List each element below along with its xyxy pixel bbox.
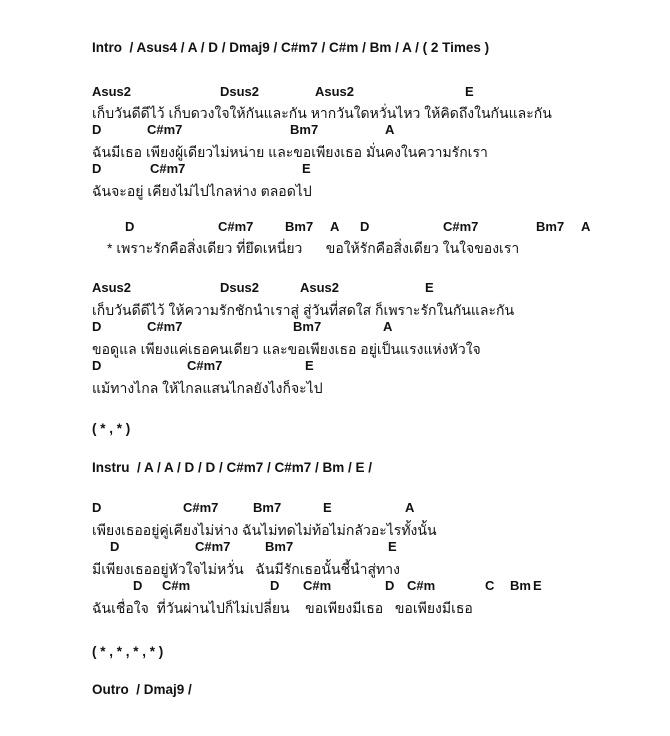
chord: D	[92, 161, 102, 176]
chord: D	[92, 500, 102, 515]
chord: C#m	[162, 578, 191, 593]
chord: C#m7	[443, 219, 479, 234]
repeat-marker-2: ( * , * , * , * )	[92, 644, 164, 659]
chord: Dsus2	[220, 84, 260, 99]
chord: D	[360, 219, 370, 234]
chord: Bm7	[265, 539, 294, 554]
bridge-lyric-2: มีเพียงเธออยู่หัวใจไม่หวั่น ฉันมีรักเธอนั้นชี้นำสู่ทาง	[92, 561, 400, 577]
chord: E	[465, 84, 474, 99]
verse2-lyric-1: เก็บวันดีดีไว้ ให้ความรักชักนำเราสู่ สู่วันที่สดใส ก็เพราะรักในกันและกัน	[92, 302, 515, 318]
chord: Asus2	[315, 84, 355, 99]
chord: E	[302, 161, 311, 176]
chord: C#m	[407, 578, 436, 593]
chord: C#m7	[147, 122, 183, 137]
chord: C#m7	[150, 161, 186, 176]
chord: D	[92, 319, 102, 334]
verse2-lyric-2: ขอดูแล เพียงแค่เธอคนเดียว และขอเพียงเธอ อยู่เป็นแรงแห่งหัวใจ	[92, 341, 481, 357]
verse2-chord-line-2	[0, 319, 670, 335]
bridge-chord-line-2	[0, 539, 670, 555]
chord: Bm7	[290, 122, 319, 137]
chord: A	[385, 122, 395, 137]
instru-line: Instru / A / A / D / D / C#m7 / C#m7 / Bm / E /	[92, 460, 373, 475]
chord: C#m7	[183, 500, 219, 515]
chorus-lyric: * เพราะรักคือสิ่งเดียว ที่ยึดเหนี่ยว ขอให้รักคือสิ่งเดียว ในใจของเรา	[107, 240, 520, 256]
chord: Bm7	[536, 219, 565, 234]
chord: C#m7	[187, 358, 223, 373]
verse1-lyric-1: เก็บวันดีดีไว้ เก็บดวงใจให้กันและกัน หากวันใดหวั่นไหว ให้คิดถึงในกันและกัน	[92, 105, 552, 121]
chord: E	[305, 358, 314, 373]
chord: C#m	[303, 578, 332, 593]
chord: Bm	[510, 578, 531, 593]
verse1-lyric-2: ฉันมีเธอ เพียงผู้เดียวไม่หน่าย และขอเพียงเธอ มั่นคงในความรักเรา	[92, 144, 488, 160]
chord: C#m7	[218, 219, 254, 234]
chorus-chord-line	[0, 219, 670, 235]
chord: Asus2	[300, 280, 340, 295]
intro-line: Intro / Asus4 / A / D / Dmaj9 / C#m7 / C#m / Bm / A / ( 2 Times )	[92, 40, 490, 55]
chord: Bm7	[285, 219, 314, 234]
chord: D	[133, 578, 143, 593]
chord: C#m7	[195, 539, 231, 554]
chord: Asus2	[92, 280, 132, 295]
chord: E	[388, 539, 397, 554]
chord: Dsus2	[220, 280, 260, 295]
chord: A	[383, 319, 393, 334]
outro-line: Outro / Dmaj9 /	[92, 682, 192, 697]
chord: D	[92, 358, 102, 373]
verse1-lyric-3: ฉันจะอยู่ เคียงไม่ไปไกลห่าง ตลอดไป	[92, 183, 312, 199]
verse2-chord-line-1	[0, 280, 670, 296]
chord: D	[125, 219, 135, 234]
bridge-lyric-3: ฉันเชื่อใจ ที่วันผ่านไปก็ไม่เปลี่ยน ขอเพียงมีเธอ ขอเพียงมีเธอ	[92, 600, 473, 616]
bridge-chord-line-3	[0, 578, 670, 594]
chord: D	[92, 122, 102, 137]
chord: Bm7	[293, 319, 322, 334]
chord: A	[330, 219, 340, 234]
chord: D	[385, 578, 395, 593]
chord: A	[581, 219, 591, 234]
chord: D	[110, 539, 120, 554]
chord: Bm7	[253, 500, 282, 515]
chord: C	[485, 578, 495, 593]
chord: A	[405, 500, 415, 515]
verse1-chord-line-1	[0, 84, 670, 100]
chord: D	[270, 578, 280, 593]
bridge-chord-line-1	[0, 500, 670, 516]
chord: C#m7	[147, 319, 183, 334]
repeat-marker-1: ( * , * )	[92, 421, 131, 436]
chord: E	[533, 578, 542, 593]
chord: Asus2	[92, 84, 132, 99]
verse1-chord-line-2	[0, 122, 670, 138]
verse2-lyric-3: แม้ทางไกล ให้ไกลแสนไกลยังไงก็จะไป	[92, 380, 323, 396]
chord: E	[323, 500, 332, 515]
bridge-lyric-1: เพียงเธออยู่คู่เคียงไม่ห่าง ฉันไม่ทดไม่ท้อไม่กลัวอะไรทั้งนั้น	[92, 522, 437, 538]
chord: E	[425, 280, 434, 295]
verse2-chord-line-3	[0, 358, 670, 374]
verse1-chord-line-3	[0, 161, 670, 177]
